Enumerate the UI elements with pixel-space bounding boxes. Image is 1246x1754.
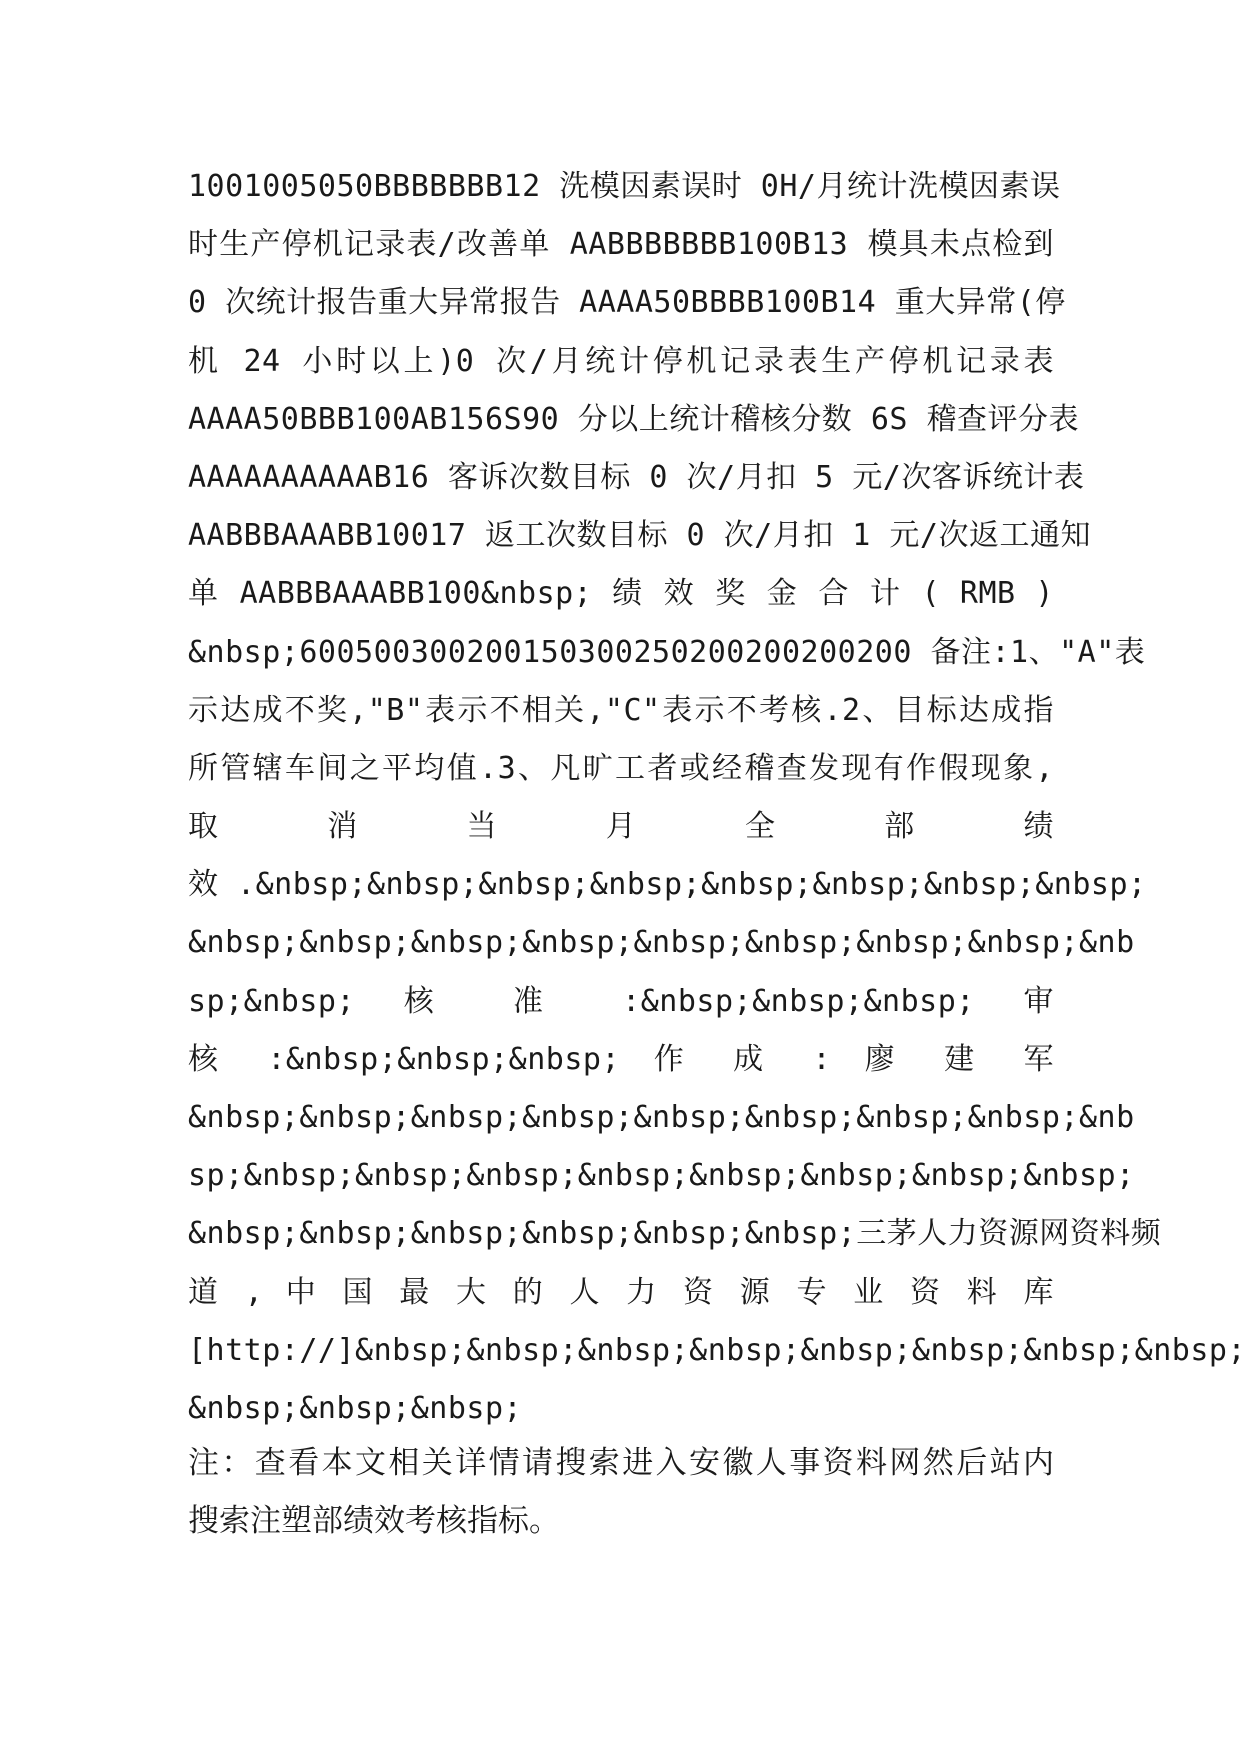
note-line: 注：查看本文相关详情请搜索进入安徽人事资料网然后站内 xyxy=(188,1445,1054,1481)
body-line: 单 AABBBAAABB100&nbsp; 绩 效 奖 金 合 计 ( RMB ) xyxy=(188,576,1054,612)
body-line: [http://]&nbsp;&nbsp;&nbsp;&nbsp;&nbsp;&nbsp;&nbsp;&nbsp; xyxy=(188,1332,1246,1368)
body-line: 示达成不奖,"B"表示不相关,"C"表示不考核.2、目标达成指 xyxy=(188,692,1054,728)
body-line: 机 24 小时以上)0 次/月统计停机记录表生产停机记录表 xyxy=(188,343,1054,379)
body-line: 核 :&nbsp;&nbsp;&nbsp; 作 成 : 廖 建 军 xyxy=(188,1041,1054,1077)
body-line: &nbsp;&nbsp;&nbsp;&nbsp;&nbsp;&nbsp;三茅人力资源网资料频 xyxy=(188,1216,1162,1252)
body-line: 效 .&nbsp;&nbsp;&nbsp;&nbsp;&nbsp;&nbsp;&nbsp;&nbsp; xyxy=(188,867,1147,903)
body-line: 时生产停机记录表/改善单 AABBBBBBB100B13 模具未点检到 xyxy=(188,227,1054,263)
document-body xyxy=(188,158,1246,1438)
body-line: AAAAAAAAAAB16 客诉次数目标 0 次/月扣 5 元/次客诉统计表 xyxy=(188,459,1085,495)
body-line: &nbsp;&nbsp;&nbsp;&nbsp;&nbsp;&nbsp;&nbsp;&nbsp;&nb xyxy=(188,1100,1135,1135)
body-line: 所管辖车间之平均值.3、凡旷工者或经稽查发现有作假现象, xyxy=(188,750,1054,786)
body-line: &nbsp;&nbsp;&nbsp;&nbsp;&nbsp;&nbsp;&nbsp;&nbsp;&nb xyxy=(188,925,1135,961)
body-line: 取 消 当 月 全 部 绩 xyxy=(188,809,1054,845)
body-line: &nbsp;&nbsp;&nbsp; xyxy=(188,1390,523,1426)
body-line: sp;&nbsp;&nbsp;&nbsp;&nbsp;&nbsp;&nbsp;&nbsp;&nbsp; xyxy=(188,1158,1135,1194)
body-line: 1001005050BBBBBBB12 洗模因素误时 0H/月统计洗模因素误 xyxy=(188,169,1061,204)
body-line: AAAA50BBB100AB156S90 分以上统计稽核分数 6S 稽查评分表 xyxy=(188,401,1080,437)
document-note xyxy=(188,1434,1054,1550)
body-line: AABBBAAABB10017 返工次数目标 0 次/月扣 1 元/次返工通知 xyxy=(188,518,1091,554)
note-line: 搜索注塑部绩效考核指标。 xyxy=(188,1503,560,1540)
body-line: 0 次统计报告重大异常报告 AAAA50BBBB100B14 重大异常(停 xyxy=(188,285,1066,321)
body-line: 道 , 中 国 最 大 的 人 力 资 源 专 业 资 料 库 xyxy=(188,1274,1054,1310)
body-line: &nbsp;600500300200150300250200200200200 备注:1、"A"表 xyxy=(188,634,1146,670)
body-line: sp;&nbsp; 核 准 :&nbsp;&nbsp;&nbsp; 审 xyxy=(188,983,1054,1019)
